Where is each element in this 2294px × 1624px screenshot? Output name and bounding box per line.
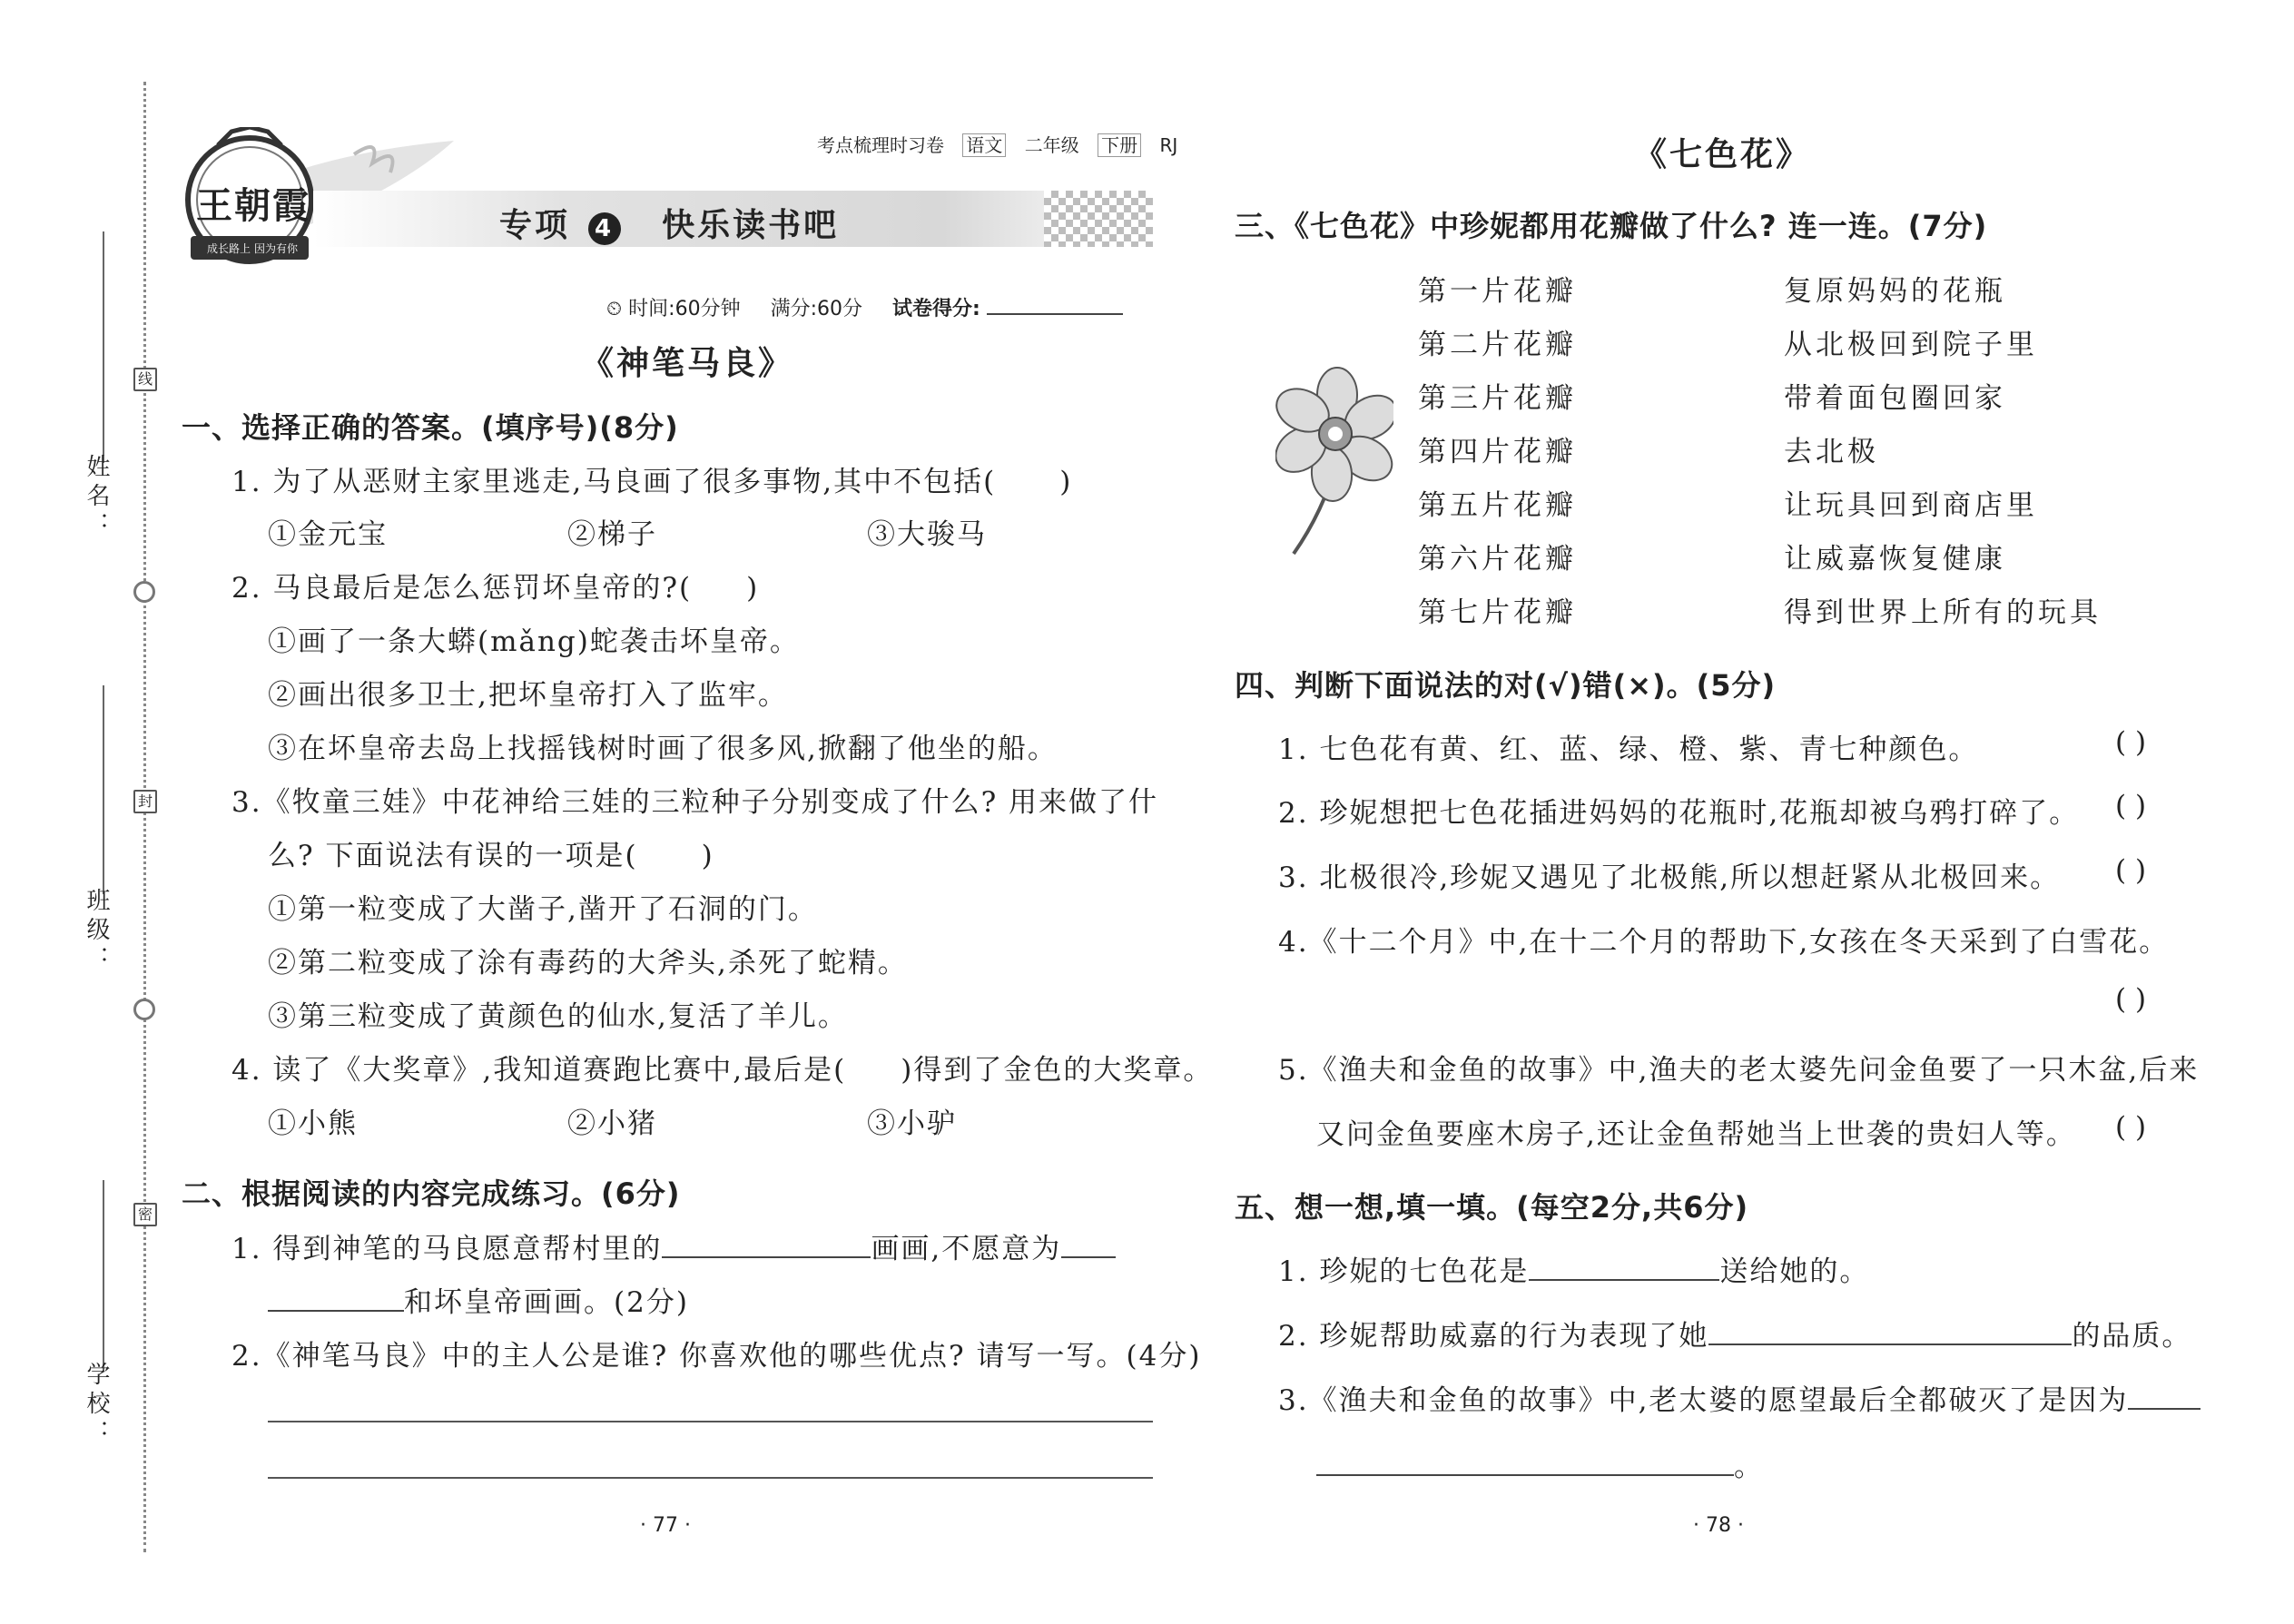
answer-line[interactable] [268, 1477, 1153, 1479]
petal-item[interactable]: 第七片花瓣 [1418, 596, 1577, 629]
petal-item[interactable]: 第四片花瓣 [1418, 436, 1577, 468]
section-4-title: 四、判断下面说法的对(√)错(×)。(5分) [1235, 668, 1777, 703]
volume-tag: 下册 [1098, 133, 1141, 157]
answer-line[interactable] [268, 1421, 1153, 1422]
series-name: 考点梳理时习卷 [817, 134, 944, 156]
section-1-title: 一、选择正确的答案。(填序号)(8分) [182, 410, 679, 445]
petal-item[interactable]: 第一片花瓣 [1418, 275, 1577, 308]
grade: 二年级 [1024, 134, 1079, 156]
judge-5-line-1: 5.《渔夫和金鱼的故事》中,渔夫的老太婆先问金鱼要了一只木盆,后来 [1278, 1054, 2200, 1087]
q3-option-c: ③第三粒变成了黄颜色的仙水,复活了羊儿。 [268, 1000, 848, 1033]
q4-option-a: ①小熊 [268, 1107, 358, 1140]
petal-item[interactable]: 第三片花瓣 [1418, 382, 1577, 415]
fill-blank[interactable] [2128, 1381, 2200, 1410]
q1-option-a: ①金元宝 [268, 518, 388, 551]
fill-3-end: 。 [1734, 1451, 1764, 1483]
book-title-shenbi: 《神笔马良》 [581, 345, 794, 382]
fill-blank[interactable] [1529, 1252, 1719, 1281]
s2q1-text-a: 1. 得到神笔的马良愿意帮村里的 [231, 1233, 663, 1265]
question-1-text: 1. 为了从恶财主家里逃走,马良画了很多事物,其中不包括( [231, 466, 997, 498]
unit-number-badge: 4 [588, 212, 621, 245]
judge-3: 3. 北极很冷,珍妮又遇见了北极熊,所以想赶紧从北极回来。 [1278, 861, 2061, 894]
judge-4-paren[interactable]: ( ) [2115, 983, 2147, 1016]
petal-item[interactable]: 第二片花瓣 [1418, 329, 1577, 361]
q3-option-a: ①第一粒变成了大凿子,凿开了石洞的门。 [268, 893, 818, 926]
section-3-title: 三、《七色花》中珍妮都用花瓣做了什么? 连一连。(7分) [1235, 209, 1988, 243]
seal-seal-mark: 封 [133, 790, 157, 813]
question-3-text: 么? 下面说法有误的一项是( [268, 840, 638, 872]
judge-2-paren[interactable]: ( ) [2115, 790, 2147, 822]
fill-blank[interactable] [1061, 1229, 1116, 1258]
s2q1-text-b: 画画,不愿意为 [871, 1233, 1062, 1265]
exam-time: 时间:60分钟 [628, 298, 741, 320]
unit-title: 专项 [499, 207, 571, 244]
judge-1-paren[interactable]: ( ) [2115, 726, 2147, 759]
exam-score-label: 试卷得分: [892, 298, 980, 320]
s2-question-1-line-1 [231, 1225, 1116, 1266]
fill-blank[interactable] [1316, 1447, 1734, 1476]
binding-ring-icon [133, 581, 155, 603]
binding-ring-icon [133, 999, 155, 1020]
deed-item[interactable]: 让威嘉恢复健康 [1784, 543, 2006, 576]
s2-question-1-line-2 [268, 1279, 689, 1320]
fill-1-text-a: 1. 珍妮的七色花是 [1278, 1255, 1530, 1288]
logo-brand: 王朝霞 [196, 184, 310, 227]
question-4-text-b: )得到了金色的大奖章。 [901, 1054, 1214, 1087]
judge-3-paren[interactable]: ( ) [2115, 854, 2147, 887]
judge-1: 1. 七色花有黄、红、蓝、绿、橙、紫、青七种颜色。 [1278, 733, 1979, 766]
school-blank[interactable] [103, 1180, 104, 1371]
exam-meta [606, 293, 1123, 321]
seven-color-flower-icon [1275, 363, 1393, 563]
judge-5-paren[interactable]: ( ) [2115, 1111, 2147, 1144]
section-2-title: 二、根据阅读的内容完成练习。(6分) [182, 1176, 681, 1211]
name-blank[interactable] [103, 231, 104, 463]
petal-column [1418, 265, 1577, 640]
logo-sub-right: 因为有你 [254, 242, 299, 255]
question-3-line-2: 么? 下面说法有误的一项是( ) [268, 840, 714, 872]
question-4-text-a: 4. 读了《大奖章》,我知道赛跑比赛中,最后是( [231, 1054, 847, 1087]
section-5-title: 五、想一想,填一填。(每空2分,共6分) [1235, 1190, 1749, 1225]
clock-icon: ⏲ [606, 298, 623, 320]
fill-2 [1278, 1313, 2191, 1353]
q2-option-b: ②画出很多卫士,把坏皇帝打入了监牢。 [268, 679, 788, 712]
petal-item[interactable]: 第六片花瓣 [1418, 543, 1577, 576]
fill-blank[interactable] [268, 1283, 404, 1312]
question-3-line-1: 3.《牧童三娃》中花神给三娃的三粒种子分别变成了什么? 用来做了什 [231, 786, 1159, 819]
fill-3-text: 3.《渔夫和金鱼的故事》中,老太婆的愿望最后全都破灭了是因为 [1278, 1384, 2129, 1417]
deed-item[interactable]: 得到世界上所有的玩具 [1784, 596, 2102, 629]
checker-pattern [1044, 191, 1153, 247]
question-2: 2. 马良最后是怎么惩罚坏皇帝的?( ) [231, 572, 760, 605]
judge-2: 2. 珍妮想把七色花插进妈妈的花瓶时,花瓶却被乌鸦打碎了。 [1278, 797, 2080, 830]
seal-line-mark: 线 [133, 368, 157, 391]
judge-4: 4.《十二个月》中,在十二个月的帮助下,女孩在冬天采到了白雪花。 [1278, 926, 2170, 959]
page-number-left: · 77 · [640, 1514, 691, 1537]
name-label: 姓名： [83, 454, 110, 541]
q1-option-b: ②梯子 [567, 518, 657, 551]
page-number-right: · 78 · [1693, 1514, 1744, 1537]
s2-question-2: 2.《神笔马良》中的主人公是谁? 你喜欢他的哪些优点? 请写一写。(4分) [231, 1340, 1202, 1373]
deed-item[interactable]: 从北极回到院子里 [1784, 329, 2038, 361]
deed-item[interactable]: 带着面包圈回家 [1784, 382, 2006, 415]
seal-secret-mark: 密 [133, 1203, 157, 1226]
deed-item[interactable]: 让玩具回到商店里 [1784, 489, 2038, 522]
fill-1 [1278, 1248, 1869, 1289]
fill-blank[interactable] [662, 1229, 871, 1258]
q4-option-c: ③小驴 [867, 1107, 957, 1140]
deed-item[interactable]: 复原妈妈的花瓶 [1784, 275, 2006, 308]
class-label: 班级： [83, 888, 110, 975]
unit-banner [313, 191, 1153, 247]
school-label: 学校： [83, 1362, 110, 1449]
subject-tag: 语文 [962, 133, 1006, 157]
question-4 [231, 1047, 1213, 1088]
fill-blank[interactable] [1708, 1316, 2072, 1345]
q3-option-b: ②第二粒变成了涂有毒药的大斧头,杀死了蛇精。 [268, 947, 908, 979]
exam-score-blank[interactable] [987, 293, 1123, 315]
q2-option-c: ③在坏皇帝去岛上找摇钱树时画了很多风,掀翻了他坐的船。 [268, 733, 1058, 765]
s2q1-text-c: 和坏皇帝画画。(2分) [404, 1286, 689, 1319]
fill-3 [1278, 1377, 2200, 1418]
unit-name: 快乐读书吧 [662, 207, 840, 244]
q4-option-b: ②小猪 [567, 1107, 657, 1140]
judge-5-line-2: 又问金鱼要座木房子,还让金鱼帮她当上世袭的贵妇人等。 [1316, 1118, 2076, 1151]
edition: RJ [1159, 134, 1178, 156]
logo-sub-left: 成长路上 [207, 242, 251, 255]
fill-3-line-2 [1316, 1443, 1764, 1484]
exam-full-score: 满分:60分 [770, 298, 863, 320]
q1-option-c: ③大骏马 [867, 518, 987, 551]
q2-option-a: ①画了一条大蟒(mǎng)蛇袭击坏皇帝。 [268, 625, 800, 658]
question-1: 1. 为了从恶财主家里逃走,马良画了很多事物,其中不包括( ) [231, 466, 1073, 498]
class-blank[interactable] [103, 685, 104, 894]
petal-item[interactable]: 第五片花瓣 [1418, 489, 1577, 522]
fill-1-text-b: 送给她的。 [1719, 1255, 1870, 1288]
fill-2-text-a: 2. 珍妮帮助威嘉的行为表现了她 [1278, 1320, 1709, 1353]
deed-column [1784, 265, 2102, 640]
running-header [817, 131, 1177, 157]
deed-item[interactable]: 去北极 [1784, 436, 1879, 468]
question-2-text: 2. 马良最后是怎么惩罚坏皇帝的?( [231, 572, 693, 605]
fill-2-text-b: 的品质。 [2072, 1320, 2192, 1353]
book-title-qisehua: 《七色花》 [1634, 136, 1812, 173]
cut-line [143, 82, 146, 1552]
